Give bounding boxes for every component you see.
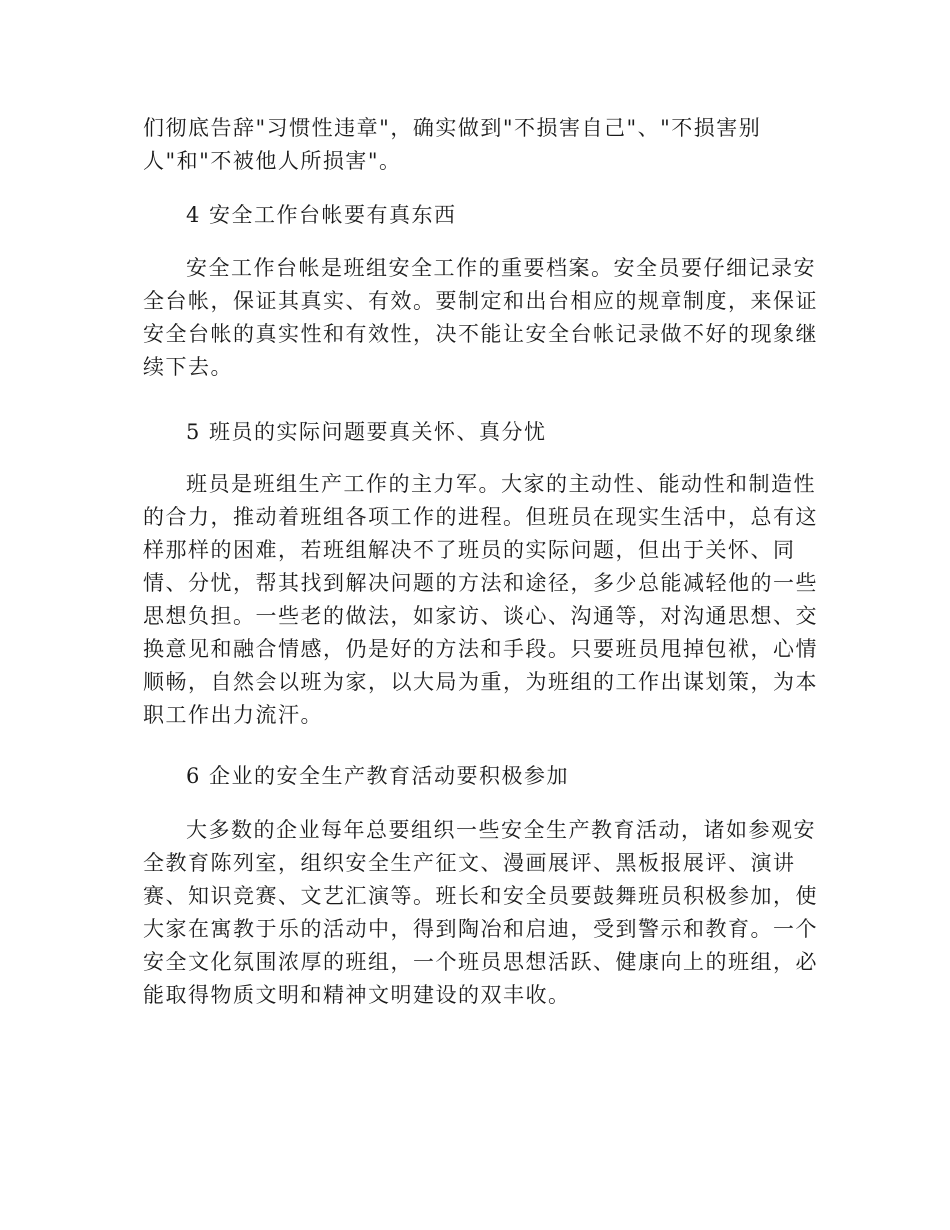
section-heading-6: 6 企业的安全生产教育活动要积极参加 [186,764,570,788]
paragraph-line: 们彻底告辞"习惯性违章"，确实做到"不损害自己"、"不损害别 [143,116,762,140]
paragraph-line: 职工作出力流汗。 [143,703,323,727]
paragraph-line: 人"和"不被他人所损害"。 [143,149,402,173]
paragraph-line: 全教育陈列室，组织安全生产征文、漫画展评、黑板报展评、演讲 [143,851,796,875]
paragraph-line: 续下去。 [143,355,233,379]
paragraph-line: 换意见和融合情感，仍是好的方法和手段。只要班员甩掉包袱，心情 [143,637,818,661]
paragraph-line: 赛、知识竞赛、文艺汇演等。班长和安全员要鼓舞班员积极参加，使 [143,884,818,908]
paragraph-line: 安全台帐的真实性和有效性，决不能让安全台帐记录做不好的现象继 [143,322,818,346]
paragraph-line: 大多数的企业每年总要组织一些安全生产教育活动，诸如参观安 [186,818,816,842]
paragraph-line: 全台帐，保证其真实、有效。要制定和出台相应的规章制度，来保证 [143,289,818,313]
paragraph-line: 大家在寓教于乐的活动中，得到陶冶和启迪，受到警示和教育。一个 [143,917,818,941]
section-heading-4: 4 安全工作台帐要有真东西 [186,203,457,227]
section-heading-5: 5 班员的实际问题要真关怀、真分忧 [186,420,547,444]
paragraph-line: 情、分忧，帮其找到解决问题的方法和途径，多少总能减轻他的一些 [143,571,818,595]
paragraph-line: 样那样的困难，若班组解决不了班员的实际问题，但出于关怀、同 [143,538,796,562]
paragraph-line: 安全文化氛围浓厚的班组，一个班员思想活跃、健康向上的班组，必 [143,950,818,974]
paragraph-line: 的合力，推动着班组各项工作的进程。但班员在现实生活中，总有这 [143,505,818,529]
paragraph-line: 顺畅，自然会以班为家，以大局为重，为班组的工作出谋划策，为本 [143,670,818,694]
paragraph-line: 思想负担。一些老的做法，如家访、谈心、沟通等，对沟通思想、交 [143,604,818,628]
paragraph-line: 班员是班组生产工作的主力军。大家的主动性、能动性和制造性 [186,472,816,496]
paragraph-line: 能取得物质文明和精神文明建设的双丰收。 [143,983,571,1007]
paragraph-line: 安全工作台帐是班组安全工作的重要档案。安全员要仔细记录安 [186,256,816,280]
